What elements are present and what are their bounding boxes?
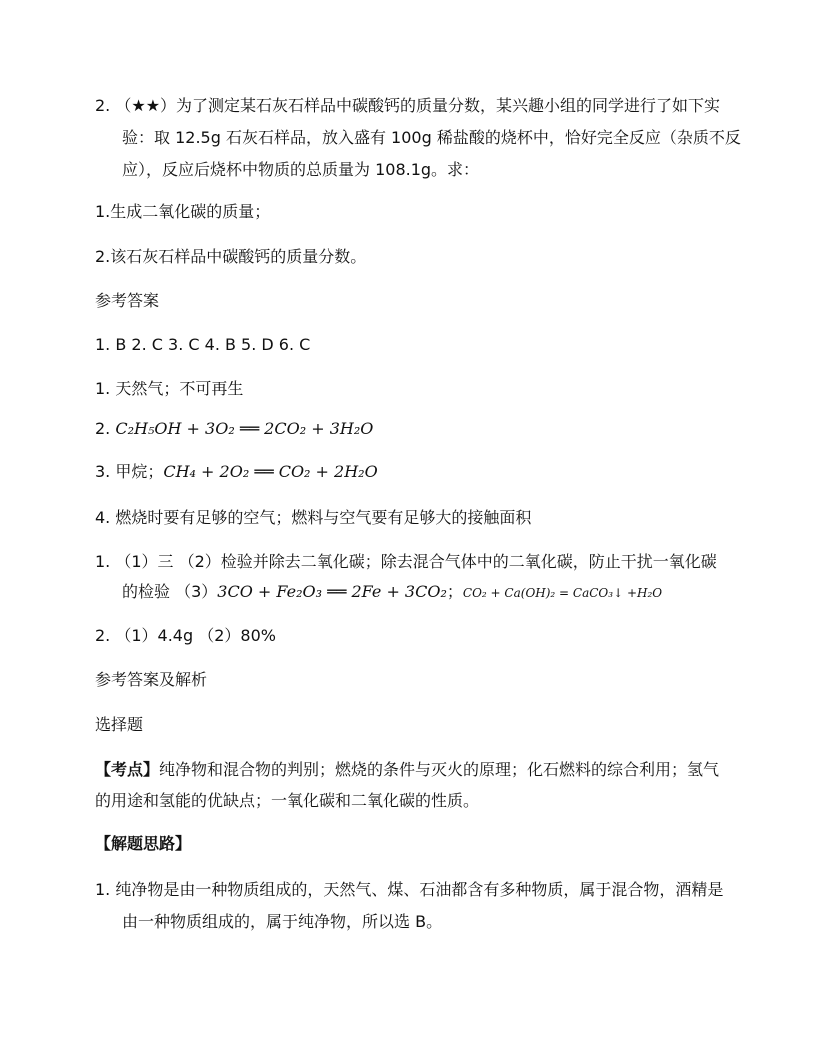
experiment-separator: ； bbox=[446, 582, 463, 601]
fill-2-prefix: 2. bbox=[95, 419, 116, 438]
answers-heading: 参考答案 bbox=[95, 291, 160, 310]
fill-3-equation: CH₄ + 2O₂ ══ CO₂ + 2H₂O bbox=[163, 462, 378, 481]
answers-fill-4: 4. 燃烧时要有足够的空气；燃料与空气要有足够大的接触面积 bbox=[95, 508, 532, 527]
kaodian-line-1 bbox=[95, 754, 726, 786]
question-2-sub-1: 1.生成二氧化碳的质量； bbox=[95, 202, 271, 221]
kaodian-line-2: 的用途和氢能的优缺点；一氧化碳和二氧化碳的性质。 bbox=[95, 791, 480, 810]
silu-label: 【解题思路】 bbox=[95, 834, 192, 853]
kaodian-text: 纯净物和混合物的判别；燃烧的条件与灭火的原理；化石燃料的综合利用；氢气 bbox=[159, 760, 720, 779]
fill-2-equation: C₂H₅OH + 3O₂ ══ 2CO₂ + 3H₂O bbox=[115, 419, 374, 438]
answers-choices: 1. B 2. C 3. C 4. B 5. D 6. C bbox=[95, 335, 311, 354]
question-2-line-2: 验：取 12.5g 石灰石样品，放入盛有 100g 稀盐酸的烧杯中，恰好完全反应（杂质不反 bbox=[122, 128, 741, 147]
analysis-section-title: 选择题 bbox=[95, 715, 144, 734]
answers-fill-1: 1. 天然气；不可再生 bbox=[95, 379, 244, 398]
fill-3-prefix: 3. 甲烷； bbox=[95, 462, 164, 481]
answers-experiment-line-1: 1. （1）三 （2）检验并除去二氧化碳；除去混合气体中的二氧化碳，防止干扰一氧化碳 bbox=[95, 552, 717, 571]
question-2-line-1: 2. （★★）为了测定某石灰石样品中碳酸钙的质量分数，某兴趣小组的同学进行了如下实 bbox=[95, 96, 721, 115]
answers-calculation: 2. （1）4.4g （2）80% bbox=[95, 626, 276, 645]
silu-line-1: 1. 纯净物是由一种物质组成的，天然气、煤、石油都含有多种物质，属于混合物，酒精是 bbox=[95, 880, 724, 899]
silu-line-2: 由一种物质组成的，属于纯净物，所以选 B。 bbox=[122, 912, 443, 931]
answers-fill-3 bbox=[95, 456, 726, 488]
experiment-equation-1: 3CO + Fe₂O₃ ══ 2Fe + 3CO₂ bbox=[217, 582, 447, 601]
analysis-heading: 参考答案及解析 bbox=[95, 670, 208, 689]
answers-fill-2 bbox=[95, 413, 726, 445]
question-2-sub-2: 2.该石灰石样品中碳酸钙的质量分数。 bbox=[95, 247, 367, 266]
experiment-equation-2: CO₂ + Ca(OH)₂ = CaCO₃↓ +H₂O bbox=[462, 586, 663, 600]
question-2-line-3: 应），反应后烧杯中物质的总质量为 108.1g。求： bbox=[122, 160, 480, 179]
kaodian-label: 【考点】 bbox=[95, 760, 160, 779]
experiment-prefix: 的检验 （3） bbox=[122, 582, 218, 601]
answers-experiment-line-2 bbox=[122, 576, 726, 609]
